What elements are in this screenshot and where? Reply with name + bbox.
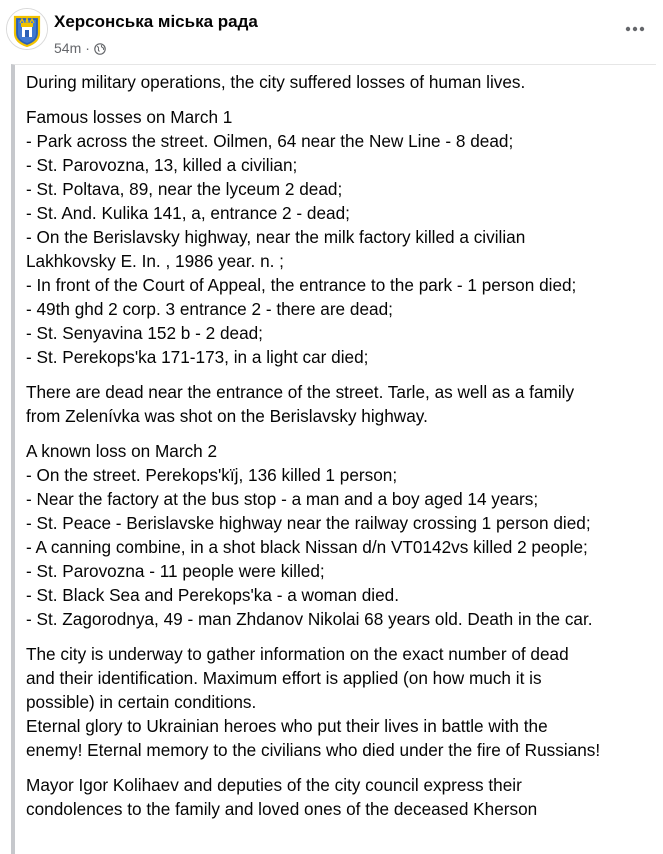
post-text-line: - On the street. Perekops'kïj, 136 killed 1 person; <box>26 465 398 485</box>
more-options-icon <box>625 26 645 32</box>
post-text-line: - In front of the Court of Appeal, the entrance to the park - 1 person died; <box>26 275 577 295</box>
post-body <box>11 64 656 854</box>
post-text-line: - Near the factory at the bus stop - a man and a boy aged 14 years; <box>26 489 539 509</box>
post-meta <box>54 40 106 56</box>
post-text-line: condolences to the family and loved ones of the deceased Kherson <box>26 799 538 819</box>
post-text-line: There are dead near the entrance of the street. Tarle, as well as a family <box>26 382 575 402</box>
post-paragraph <box>26 70 656 94</box>
post-text-line: During military operations, the city suffered losses of human lives. <box>26 72 526 92</box>
post-paragraph <box>26 380 656 428</box>
post-text-line: - On the Berislavsky highway, near the milk factory killed a civilian <box>26 227 526 247</box>
post-text-line: from Zelenívka was shot on the Berislavsky highway. <box>26 406 428 426</box>
post-text-line: possible) in certain conditions. <box>26 692 257 712</box>
post-text-line: and their identification. Maximum effort is applied (on how much it is <box>26 668 542 688</box>
post-paragraph <box>26 439 656 631</box>
post-paragraph <box>26 773 656 821</box>
post-text-line: - St. Parovozna - 11 people were killed; <box>26 561 325 581</box>
post-text-line: - St. And. Kulika 141, a, entrance 2 - dead; <box>26 203 350 223</box>
kherson-coat-of-arms-icon <box>7 9 47 49</box>
post-text-line: - St. Senyavina 152 b - 2 dead; <box>26 323 263 343</box>
post-text-line: enemy! Eternal memory to the civilians who died under the fire of Russians! <box>26 740 601 760</box>
post-text-line: Mayor Igor Kolihaev and deputies of the city council express their <box>26 775 522 795</box>
post-text-line: - Park across the street. Oilmen, 64 near the New Line - 8 dead; <box>26 131 514 151</box>
post-text-line: Eternal glory to Ukrainian heroes who put their lives in battle with the <box>26 716 548 736</box>
post-text-line: - 49th ghd 2 corp. 3 entrance 2 - there are dead; <box>26 299 393 319</box>
post-text-line: Lakhkovsky E. In. , 1986 year. n. ; <box>26 251 284 271</box>
page-name[interactable]: Херсонська міська рада <box>54 12 258 31</box>
post-paragraph <box>26 642 656 762</box>
post-text-line: - St. Parovozna, 13, killed a civilian; <box>26 155 298 175</box>
post-text-line: - St. Zagorodnya, 49 - man Zhdanov Nikolai 68 years old. Death in the car. <box>26 609 593 629</box>
globe-icon[interactable] <box>94 42 106 54</box>
post-text-line: Famous losses on March 1 <box>26 107 233 127</box>
meta-separator: · <box>85 40 90 56</box>
post-paragraph <box>26 105 656 369</box>
post-text-line: - A canning combine, in a shot black Nissan d/n VT0142vs killed 2 people; <box>26 537 588 557</box>
more-options-button[interactable] <box>620 14 650 44</box>
post-time[interactable]: 54m <box>54 40 82 56</box>
post-text-line: - St. Poltava, 89, near the lyceum 2 dead; <box>26 179 343 199</box>
post-text-line: - St. Black Sea and Perekops'ka - a woman died. <box>26 585 400 605</box>
post-text-line: - St. Peace - Berislavske highway near the railway crossing 1 person died; <box>26 513 591 533</box>
page-avatar[interactable] <box>6 8 48 50</box>
post-text-line: A known loss on March 2 <box>26 441 218 461</box>
post-text-line: The city is underway to gather information on the exact number of dead <box>26 644 569 664</box>
post-header <box>0 0 663 62</box>
post-text-line: - St. Perekops'ka 171-173, in a light car died; <box>26 347 369 367</box>
